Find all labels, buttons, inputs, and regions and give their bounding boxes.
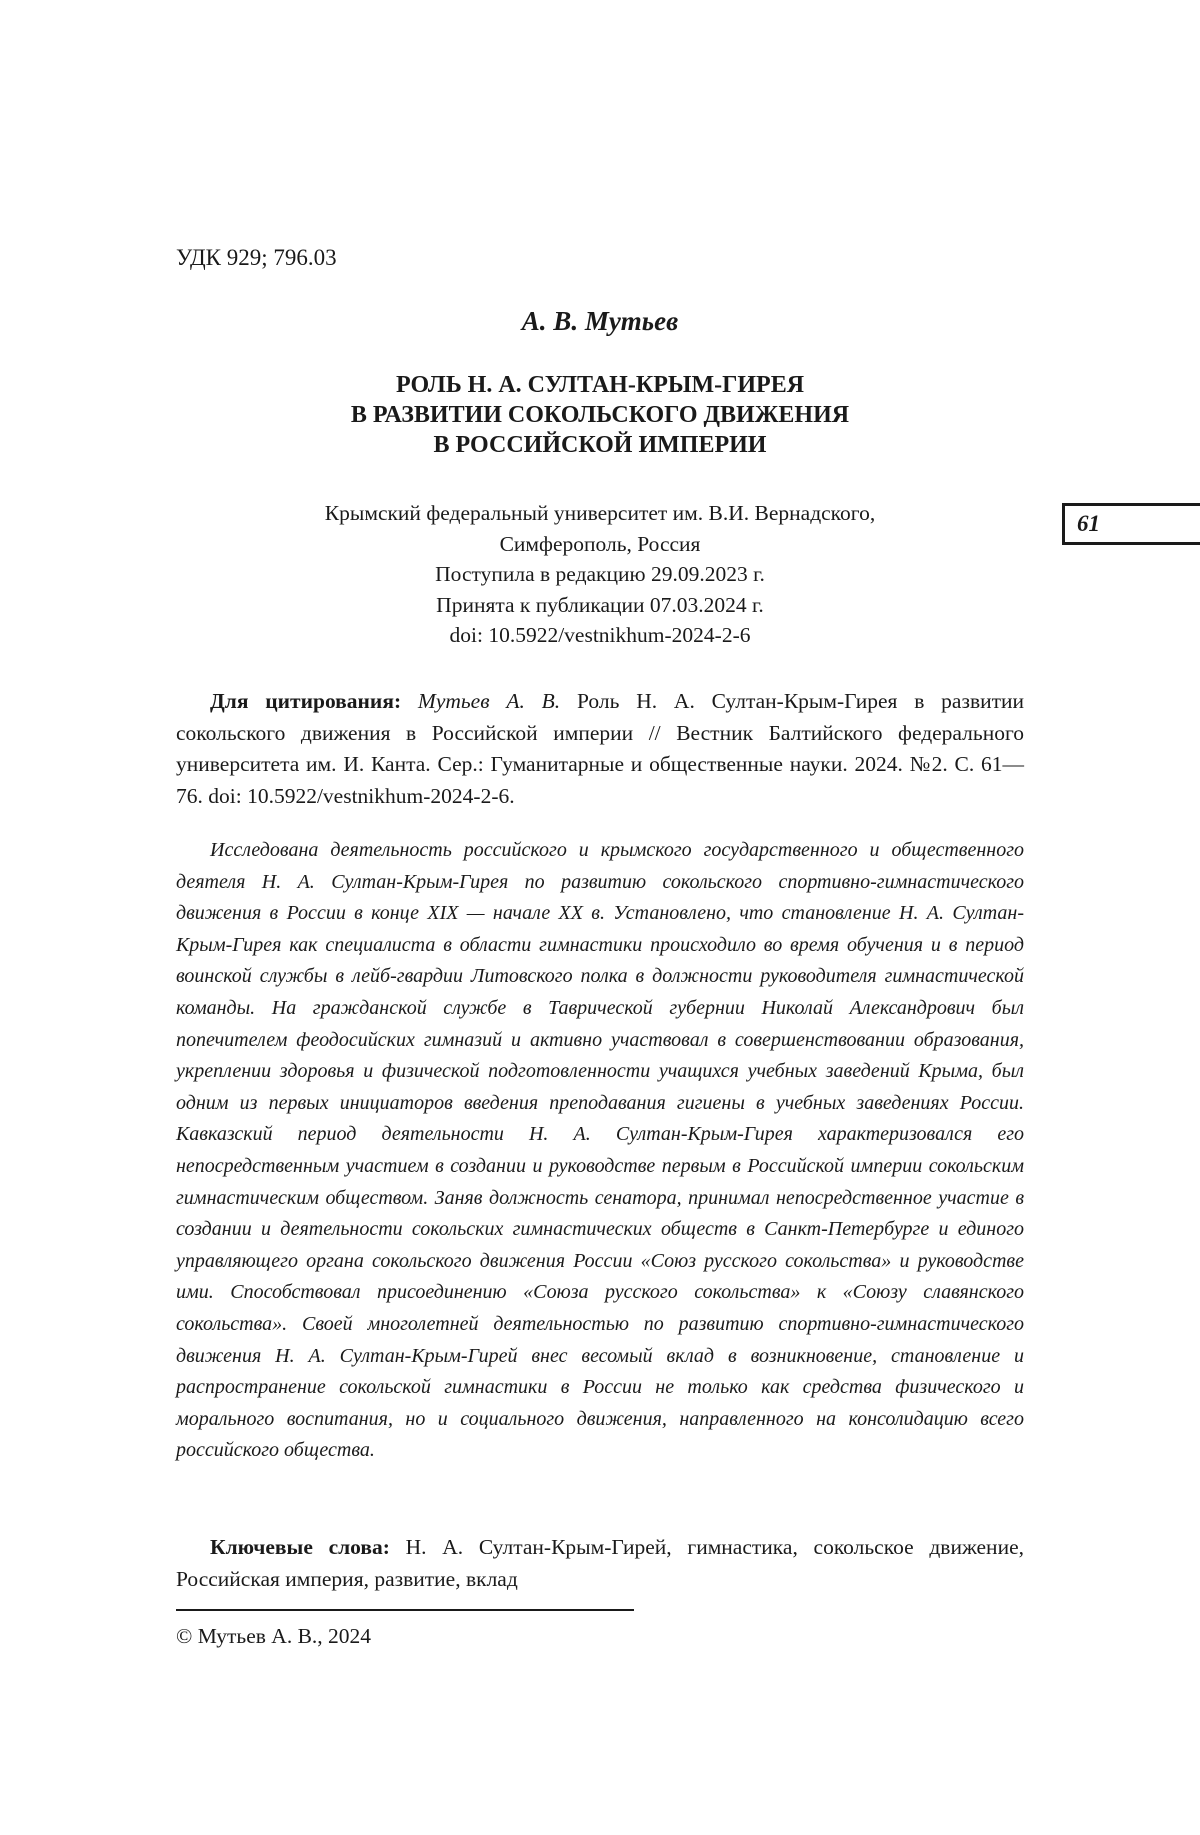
keywords-label: Ключевые слова: [210,1535,390,1559]
affiliation-university: Крымский федеральный университет им. В.И. Вернадского, [324,501,876,525]
received-date: Поступила в редакцию 29.09.2023 г. [435,562,765,586]
keywords-paragraph [176,1532,1024,1595]
title-line: В РАЗВИТИИ СОКОЛЬСКОГО ДВИЖЕНИЯ [350,402,850,428]
affiliation-block [0,498,1200,651]
citation-label: Для цитирования: [210,689,402,713]
udk-code: УДК 929; 796.03 [176,245,337,270]
doi: doi: 10.5922/vestnikhum-2024-2-6 [449,623,751,647]
citation-paragraph [176,686,1024,812]
abstract: Исследована деятельность российского и крымского государственного и общественного деятеля Н. А. Султан-Крым-Гирея по развитию сокольского спортивно-гимнастического движения в России в конце XIX — начале XX в. Установлено, что становление Н. А. Султан-Крым-Гирея как специалиста в области гимнастики происходило во время обучения и в период воинской службы в лейб-гвардии Литовского полка в должности руководителя гимнастической команды. На гражданской службе в Таврической губернии Николай Александрович был попечителем феодосийских гимназий и активно участвовал в совершенствовании образования, укреплении здоровья и физической подготовленности учащихся учебных заведений Крыма, был одним из первых инициаторов введения преподавания гигиены в учебных заведениях России. Кавказский период деятельности Н. А. Султан-Крым-Гирея характеризовался его непосредственным участием в создании и руководстве первым в Российской империи сокольским гимнастическим обществом. Заняв должность сенатора, принимал непосредственное участие в создании и деятельности сокольских гимнастических обществ в Санкт-Петербурге и единого управляющего органа сокольского движения России «Союз русского сокольства» и руководстве ими. Способствовал присоединению «Союза русского сокольства» к «Союзу славянского сокольства». Своей многолетней деятельностью по развитию спортивно-гимнастического движения Н. А. Султан-Крым-Гирей внес весомый вклад в возникновение, становление и распространение сокольской гимнастики в России не только как средства физического и морального воспитания, но и социального движения, направленного на консолидацию всего российского общества. [176,839,1024,1462]
title-line: В РОССИЙСКОЙ ИМПЕРИИ [433,432,767,458]
article-title [0,370,1200,460]
citation-text: Роль Н. А. Султан-Крым-Гирея в развитии сокольского движения в Российской империи // Вестник Балтийского федерального университета им. И. Канта. Сер.: Гуманитарные и общественные науки. 2024. №2. С. 61—76. doi: 10.5922/vestnikhum-2024-2-6. [176,689,1025,808]
copyright: © Мутьев А. В., 2024 [176,1624,372,1648]
citation-author: Мутьев А. В. [417,689,561,713]
footnote-divider [176,1609,634,1611]
keywords-text: Н. А. Султан-Крым-Гирей, гимнастика, сокольское движение, Российская империя, развитие, вклад [176,1535,1024,1591]
article-author: А. В. Мутьев [521,306,679,336]
accepted-date: Принята к публикации 07.03.2024 г. [436,592,764,617]
affiliation-city: Симферополь, Россия [499,531,701,556]
title-line: РОЛЬ Н. А. СУЛТАН-КРЫМ-ГИРЕЯ [395,372,805,398]
page-number: 61 [1062,503,1200,545]
